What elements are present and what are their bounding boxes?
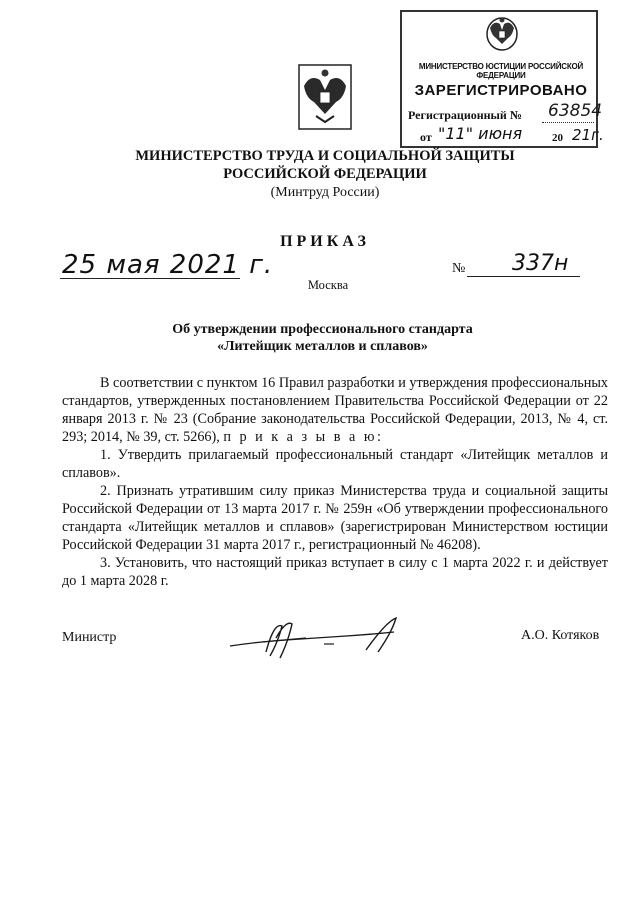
document-title-line1: Об утверждении профессионального стандарта — [172, 322, 473, 337]
intro-paragraph — [62, 374, 608, 446]
order-word: п р и к а з ы в а ю: — [223, 429, 384, 445]
document-title-line2: «Литейщик металлов и сплавов» — [217, 339, 428, 354]
order-city: Москва — [307, 278, 349, 292]
stamp-regnum-label: Регистрационный № — [408, 108, 522, 122]
ministry-name-line1: МИНИСТЕРСТВО ТРУДА И СОЦИАЛЬНОЙ ЗАЩИТЫ — [135, 148, 515, 164]
stamp-regnum-value: 63854 — [548, 101, 603, 121]
number-sign: № — [452, 261, 466, 276]
item-2: 2. Признать утратившим силу приказ Министерства труда и социальной защиты Российской Федерации от 13 марта 2017 г. № 259н «Об утверждении профессионального стандарта «Литейщик металлов и сплавов» (зарегистрирован Министерством юстиции Российской Федерации 31 марта 2017 г., регистрационный № 46208). — [62, 483, 608, 553]
ministry-short-name: (Минтруд России) — [270, 185, 380, 200]
ministry-name-line2: РОССИЙСКОЙ ФЕДЕРАЦИИ — [223, 166, 427, 182]
stamp-coat-of-arms-icon — [484, 14, 520, 54]
order-title: ПРИКАЗ — [280, 233, 370, 250]
order-number-handwritten: 337н — [512, 251, 569, 276]
stamp-date-prefix: от — [420, 130, 432, 144]
number-underline — [467, 276, 580, 277]
stamp-date-line — [436, 146, 586, 147]
stamp-regnum-line — [542, 122, 594, 123]
signatory-name: А.О. Котяков — [521, 628, 600, 643]
stamp-ministry-name: МИНИСТЕРСТВО ЮСТИЦИИ РОССИЙСКОЙ ФЕДЕРАЦИИ — [418, 62, 584, 80]
stamp-date-value: "11" июня — [438, 124, 523, 143]
intro-text: В соответствии с пунктом 16 Правил разработки и утверждения профессиональных стандартов, утвержденных постановлением Правительства Российской Федерации от 22 января 2013 г. № 23 (Собрание законодательства Российской Федерации, 2013, № 4, ст. 293; 2014, № 39, ст. 5266), — [62, 375, 608, 445]
document-body — [62, 374, 608, 590]
order-date-handwritten: 25 мая 2021 г. — [62, 250, 274, 280]
stamp-year-handwritten: 21г. — [572, 126, 604, 144]
stamp-year-prefix: 20 — [552, 132, 563, 144]
handwritten-signature — [226, 612, 406, 662]
item-1: 1. Утвердить прилагаемый профессиональный стандарт «Литейщик металлов и сплавов». — [62, 447, 608, 481]
registration-stamp — [400, 10, 604, 148]
signatory-position: Министр — [62, 630, 117, 645]
item-3: 3. Установить, что настоящий приказ вступает в силу с 1 марта 2022 г. и действует до 1 марта 2028 г. — [62, 555, 608, 589]
stamp-registered-label: ЗАРЕГИСТРИРОВАНО — [414, 82, 588, 99]
coat-of-arms-icon — [298, 64, 352, 130]
